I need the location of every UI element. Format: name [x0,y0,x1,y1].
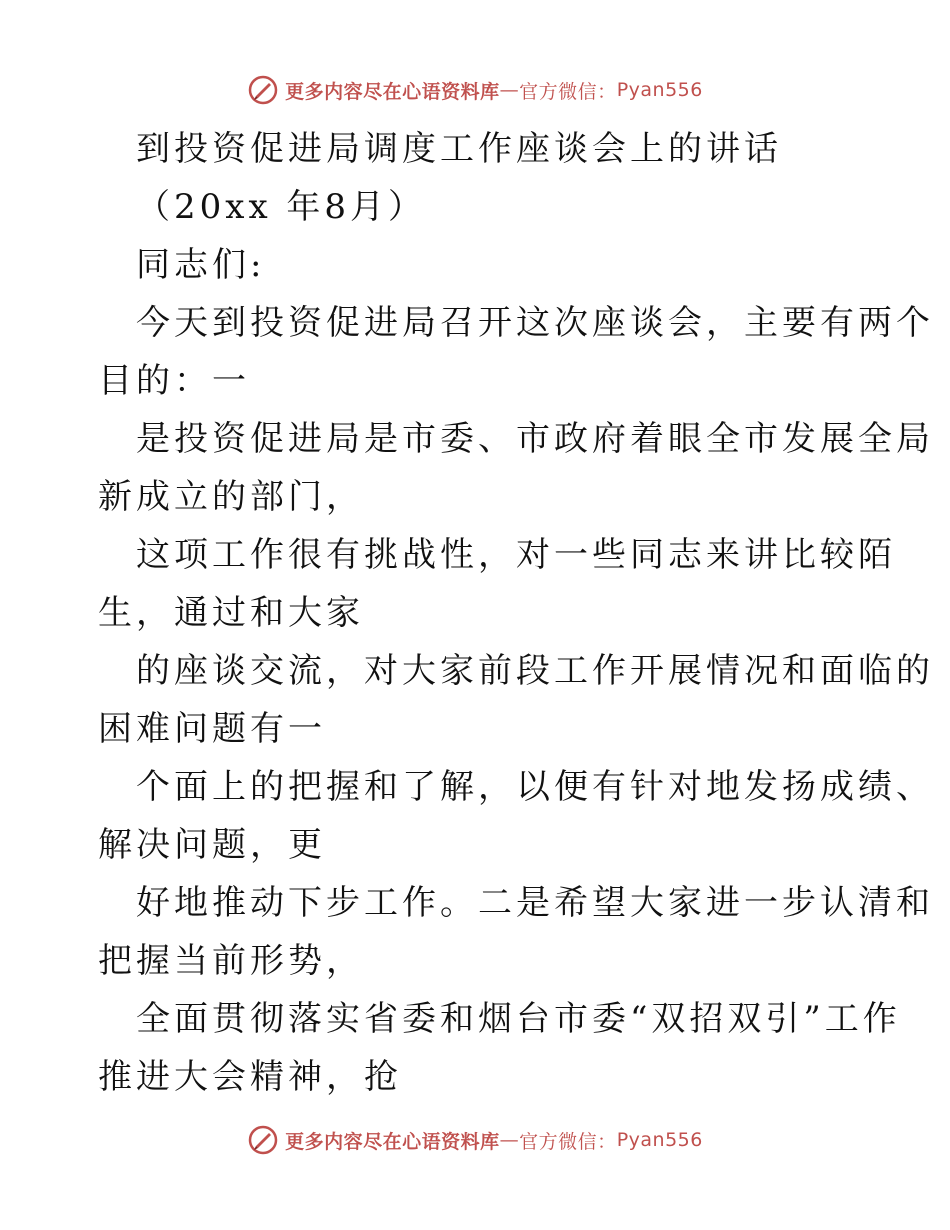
body-line: 是投资促进局是市委、市政府着眼全市发展全局 [136,419,934,459]
document-body [98,120,934,1106]
salutation-line: 同志们: [136,245,266,285]
body-line: 的座谈交流，对大家前段工作开展情况和面临的 [136,651,934,691]
body-line: 推进大会精神，抢 [98,1057,402,1097]
watermark-contact-label: 官方微信： [519,1130,617,1153]
body-line: 把握当前形势， [98,941,364,981]
body-line: 好地推动下步工作。二是希望大家进一步认清和 [136,883,934,923]
footer-watermark [0,1120,950,1160]
body-line: 个面上的把握和了解，以便有针对地发扬成绩、 [136,767,934,807]
body-line: 这项工作很有挑战性，对一些同志来讲比较陌 [136,535,896,575]
body-line: 新成立的部门， [98,477,364,517]
body-line: 今天到投资促进局召开这次座谈会，主要有两个 [136,303,934,343]
quill-logo-icon [247,1124,279,1156]
document-title-line: 到投资促进局调度工作座谈会上的讲话 [136,129,782,169]
body-line: 生，通过和大家 [98,593,364,633]
watermark-wechat-id: Pyan556 [616,79,703,101]
body-line: 困难问题有一 [98,709,326,749]
quill-logo-icon [247,74,279,106]
document-date-line: （20xx 年8月） [136,187,427,227]
watermark-separator: — [499,1129,520,1151]
watermark-brand: 更多内容尽在心语资料库 [285,1130,500,1153]
body-line: 全面贯彻落实省委和烟台市委“双招双引”工作 [136,999,901,1039]
watermark-brand: 更多内容尽在心语资料库 [285,80,500,103]
watermark-contact-label: 官方微信： [519,80,617,103]
header-watermark [0,70,950,110]
watermark-separator: — [499,79,520,101]
body-line: 目的：一 [98,361,250,401]
watermark-wechat-id: Pyan556 [616,1129,703,1151]
body-line: 解决问题，更 [98,825,326,865]
